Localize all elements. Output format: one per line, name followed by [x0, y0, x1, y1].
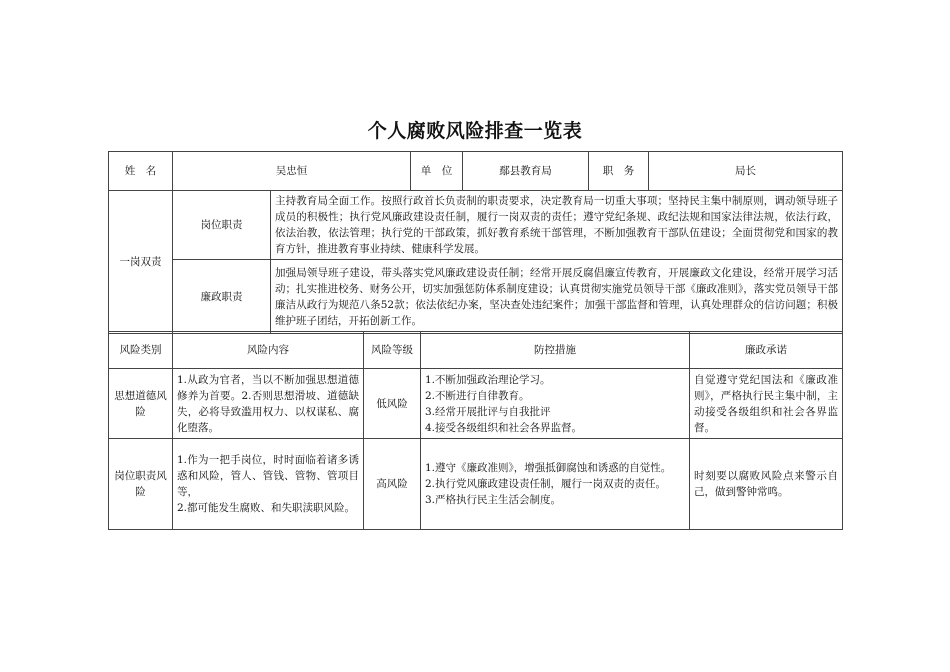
risk-header-row: [109, 332, 843, 369]
risk-level: 低风险: [364, 369, 421, 439]
clean-duty-row: [109, 260, 843, 334]
clean-duty-text: 加强局领导班子建设，带头落实党风廉政建设责任制；经常开展反腐倡廉宣传教育，开展廉政文化建设，经常开展学习活动；扎实推进校务、财务公开，切实加强惩防体系制度建设；认真贯彻实施党员领导干部《廉政准则》，落实党员领导干部廉洁从政行为规范八条52款；依法依纪办案，坚决查处违纪案件；加强干部监督和管理，认真处理群众的信访问题；积极维护班子团结，开拓创新工作。: [271, 260, 843, 334]
risk-table: [108, 331, 843, 530]
risk-category: 思想道德风险: [109, 369, 173, 439]
name-label: 姓 名: [109, 152, 173, 191]
risk-promise: 时刻要以腐败风险点来警示自己，做到警钟常鸣。: [690, 439, 843, 530]
header-promise: 廉政承诺: [690, 332, 843, 369]
measure-item: 3.经常开展批评与自我批评: [425, 405, 551, 418]
unit-value: 鄢县教育局: [463, 152, 589, 191]
risk-measures: [421, 439, 690, 530]
post-label: 职 务: [589, 152, 649, 191]
post-duty-row: [109, 191, 843, 260]
risk-measures: [421, 369, 690, 439]
table-row: [109, 439, 843, 530]
measure-item: 2.执行党风廉政建设责任制，履行一岗双责的责任。: [425, 478, 667, 490]
header-category: 风险类别: [109, 332, 173, 369]
header-content: 风险内容: [173, 332, 364, 369]
risk-level: 高风险: [364, 439, 421, 530]
risk-content: 1.从政为官者，当以不断加强思想道德修养为首要。2.否则思想滑坡、道德缺失，必将导致滥用权力、以权谋私、腐化堕落。: [173, 369, 364, 439]
risk-category: 岗位职责风险: [109, 439, 173, 530]
table-row: [109, 369, 843, 439]
post-duty-text: 主持教育局全面工作。按照行政首长负责制的职责要求，决定教育局一切重大事项；坚持民主集中制原则，调动领导班子成员的积极性；执行党风廉政建设责任制，履行一岗双责的责任；遵守党纪条规、政纪法规和国家法律法规，依法行政，依法治教，依法管理；执行党的干部政策，抓好教育系统干部管理，不断加强教育干部队伍建设；全面贯彻党和国家的教育方针，推进教育事业持续、健康科学发展。: [271, 191, 843, 260]
clean-duty-label: 廉政职责: [173, 260, 271, 334]
info-row: [109, 152, 843, 191]
measure-item: 1.不断加强政治理论学习。: [425, 373, 551, 386]
measure-item: 3.严格执行民主生活会制度。: [425, 494, 562, 506]
risk-promise: 自觉遵守党纪国法和《廉政准则》，严格执行民主集中制，主动接受各级组织和社会各界监督。: [690, 369, 843, 439]
measure-item: 1.遵守《廉政准则》，增强抵御腐蚀和诱惑的自觉性。: [425, 462, 672, 474]
measure-item: 2.不断进行自律教育。: [425, 389, 530, 402]
info-table: [108, 151, 843, 334]
dual-duty-label: 一岗双责: [109, 191, 173, 334]
unit-label: 单 位: [411, 152, 463, 191]
content-line: 1.作为一把手岗位，时时面临着诸多诱惑和风险，管人、管钱、管物、管项目等，: [177, 454, 359, 498]
post-value: 局长: [649, 152, 843, 191]
risk-content: [173, 439, 364, 530]
post-duty-label: 岗位职责: [173, 191, 271, 260]
header-level: 风险等级: [364, 332, 421, 369]
measure-item: 4.接受各级组织和社会各界监督。: [425, 421, 583, 434]
content-line: 2.都可能发生腐败、和失职渎职风险。: [177, 502, 356, 514]
name-value: 吴忠恒: [173, 152, 411, 191]
header-measures: 防控措施: [421, 332, 690, 369]
page-title: 个人腐败风险排查一览表: [367, 120, 583, 142]
